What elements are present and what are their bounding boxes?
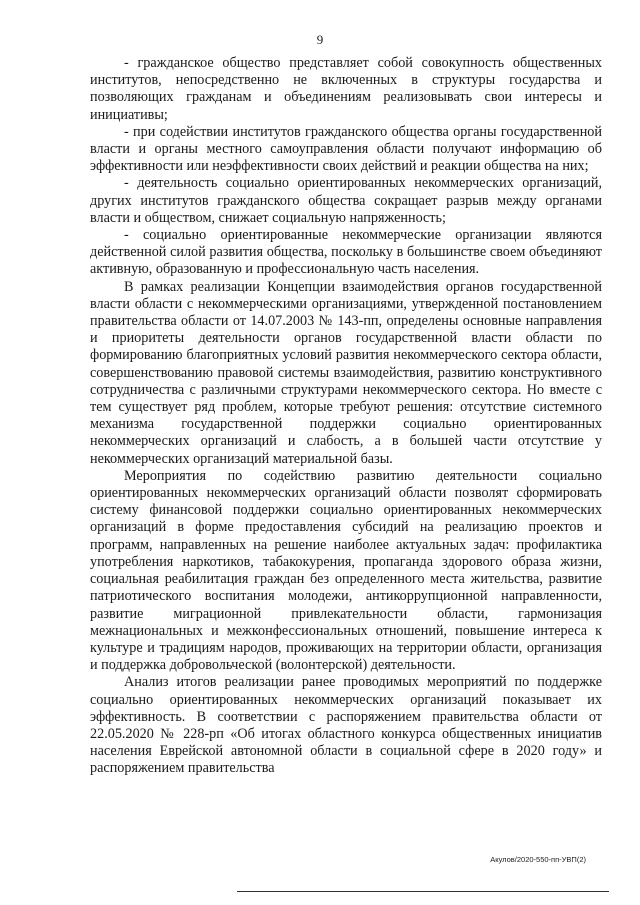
paragraph-support-measures: Мероприятия по содействию развитию деятельности социально ориентированных некоммерческих организаций области позволят сформировать систему финансовой поддержки социально ориентированных некоммерческих организаций в форме предоставления субсидий на реализацию проектов и программ, направленных на решение наиболее актуальных задач: профилактика употребления наркотиков, табакокурения, пропаганда здорового образа жизни, социальная реабилитация граждан без определенного места жительства, развитие патриотического воспитания молодежи, антикоррупционной направленности, развитие миграционной привлекательности области, гармонизация межнациональных и межконфессиональных отношений, повышение интереса к культуре и традициям народов, проживающих на территории области, организация и поддержка добровольческой (волонтерской) деятельности.	[90, 467, 602, 674]
paragraph-authorities-feedback: - при содействии институтов гражданского общества органы государственной власти и органы местного самоуправления области получают информацию об эффективности или неэффективности своих действий и реакции общества на них;	[90, 123, 602, 175]
paragraph-nko-gap: - деятельность социально ориентированных некоммерческих организаций, других институтов гражданского общества сокращает разрыв между органами власти и обществом, снижает социальную напряженность;	[90, 175, 602, 226]
page-number: 9	[316, 32, 324, 47]
body-text	[90, 55, 602, 778]
paragraph-results-analysis: Анализ итогов реализации ранее проводимых мероприятий по поддержке социально ориентированных некоммерческих организаций показывает их эффективность. В соответствии с распоряжением правительства области от 22.05.2020 № 228-рп «Об итогах областного конкурса общественных инициатив населения Еврейской автономной области в социальной сфере в 2020 году» и распоряжением правительства	[90, 674, 602, 777]
footer-document-code: Акулов/2020-550-пп-УВП(2)	[490, 855, 586, 864]
footer-rule	[237, 891, 609, 892]
paragraph-concept-implementation: В рамках реализации Концепции взаимодействия органов государственной власти области с некоммерческими организациями, утвержденной постановлением правительства области от 14.07.2003 № 143-пп, определены основные направления и приоритеты деятельности органов государственной власти области по формированию благоприятных условий развития некоммерческого сектора области, совершенствованию правовой системы взаимодействия, развитию конструктивного сотрудничества с различными структурами некоммерческого сектора. Но вместе с тем существует ряд проблем, которые требуют решения: отсутствие системного механизма государственной поддержки социально ориентированных некоммерческих организаций и слабость, а в большей части отсутствие у некоммерческих организаций материальной базы.	[90, 278, 602, 467]
paragraph-nko-force: - социально ориентированные некоммерческие организации являются действенной силой развития общества, поскольку в большинстве своем объединяют активную, образованную и профессиональную часть населения.	[90, 227, 602, 278]
paragraph-civil-society-definition: - гражданское общество представляет собой совокупность общественных институтов, непосредственно не включенных в структуры государства и позволяющих гражданам и объединениям реализовывать свои интересы и инициативы;	[90, 55, 602, 123]
